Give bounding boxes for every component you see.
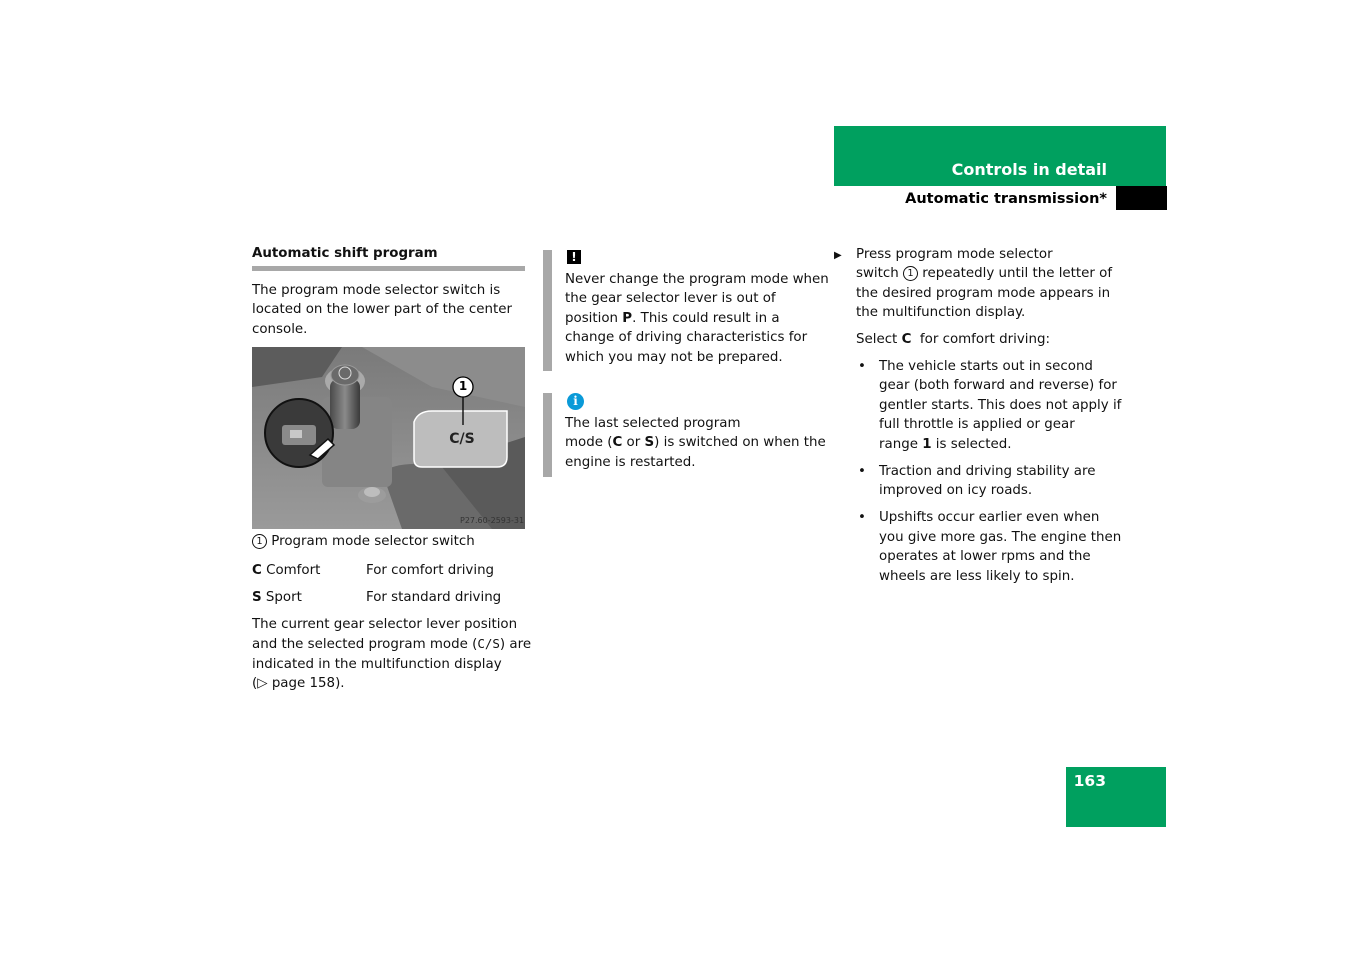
header-marker [1116,186,1167,210]
display-code: C/S [477,636,500,652]
button-label: C/S [449,431,475,447]
heading-rule [252,266,525,271]
bold-span: P [622,310,633,326]
bold-span: S [644,435,655,451]
callout-number: 1 [458,379,468,393]
text-span: Select [856,332,902,347]
callout-1-icon: 1 [252,534,267,549]
list-item [856,357,1146,454]
list-item [856,508,1146,586]
info-line [565,433,835,452]
mode-name: Comfort [266,563,321,578]
step-line: the multifunction display. [856,305,1026,321]
warning-line: which you may not be prepared. [565,349,783,365]
bold-span: C [612,435,623,451]
mode-desc: For comfort driving [366,563,495,578]
bullet-line: gear (both forward and reverse) for [879,378,1117,394]
text-span: . This could result in a [632,310,780,326]
step-arrow-icon: ▶ [834,250,842,261]
info-icon: i [567,393,584,410]
mode-key: S [252,590,262,605]
select-line [856,330,1050,349]
mode-name: Sport [265,590,302,605]
bold-span: 1 [922,436,932,452]
bullet-line: • The vehicle starts out in second [879,359,1093,374]
mode-desc: For standard driving [366,590,502,605]
bullet-line: • Traction and driving stability are [879,463,1096,479]
step-line: Press program mode selector [856,247,1053,262]
text-span: is selected. [931,436,1012,452]
ref-arrow-icon: ▷ [257,676,268,692]
figure-caption [252,534,475,549]
info-bar [543,393,552,477]
mode-row-comfort [252,561,320,580]
caption-text: Program mode selector switch [271,534,475,549]
step-instruction [856,245,1136,323]
list-item [856,462,1146,501]
text-span: position [565,310,623,326]
warning-line: change of driving characteristics for [565,330,808,346]
mode-row-sport [252,588,302,607]
bullet-line: improved on icy roads. [879,483,1033,499]
warning-line: Never change the program mode when [565,272,829,287]
bullet-line: wheels are less likely to spin. [879,568,1075,584]
warning-icon: ! [567,250,581,264]
mode-key: C [252,563,262,578]
text-span: ) is switched on when the [654,435,826,451]
ref-text: page 158). [271,676,345,692]
warning-line [565,309,835,328]
console-figure [252,347,525,529]
subsection-title: Automatic transmission* [905,191,1107,207]
bullet-line: gentler starts. This does not apply if [879,397,1122,413]
text-span: and the selected program mode ( [252,637,478,653]
intro-paragraph [252,281,525,339]
section-title: Controls in detail [951,160,1107,179]
text-span: or [622,435,645,451]
warning-bar [543,250,552,371]
text-span: switch [856,266,904,282]
callout-1-icon: 1 [903,266,918,281]
display-paragraph [252,615,542,694]
text-span: for comfort driving: [911,332,1050,347]
info-line: engine is restarted. [565,454,696,470]
text-span: mode ( [565,435,613,451]
bullet-line [879,435,1146,454]
text-span: ) are [499,637,532,653]
warning-text [565,270,835,367]
figure-code: P27.60-2593-31 [460,516,525,525]
text-span: range [879,436,923,452]
display-line: indicated in the multifunction display [252,656,502,672]
section-heading: Automatic shift program [252,246,438,261]
comfort-bullet-list [856,357,1146,594]
bullet-line: full throttle is applied or gear [879,417,1075,433]
step-line [856,264,1136,283]
bullet-line: you give more gas. The engine then [879,529,1122,545]
bullet-line: • Upshifts occur earlier even when [879,510,1100,526]
page-number: 163 [1073,772,1106,790]
display-line [252,634,542,654]
intro-text: The program mode selector switch is located on the lower part of the center console. [252,283,512,337]
page-reference[interactable]: (▷ page 158). [252,676,345,692]
text-span: repeatedly until the letter of [918,266,1113,282]
info-text [565,414,835,472]
bullet-line: operates at lower rpms and the [879,549,1091,565]
display-line: The current gear selector lever position [252,617,518,632]
step-line: the desired program mode appears in [856,285,1111,301]
warning-line: the gear selector lever is out of [565,291,776,307]
info-line: The last selected program [565,416,741,431]
bold-span: C [901,332,912,347]
